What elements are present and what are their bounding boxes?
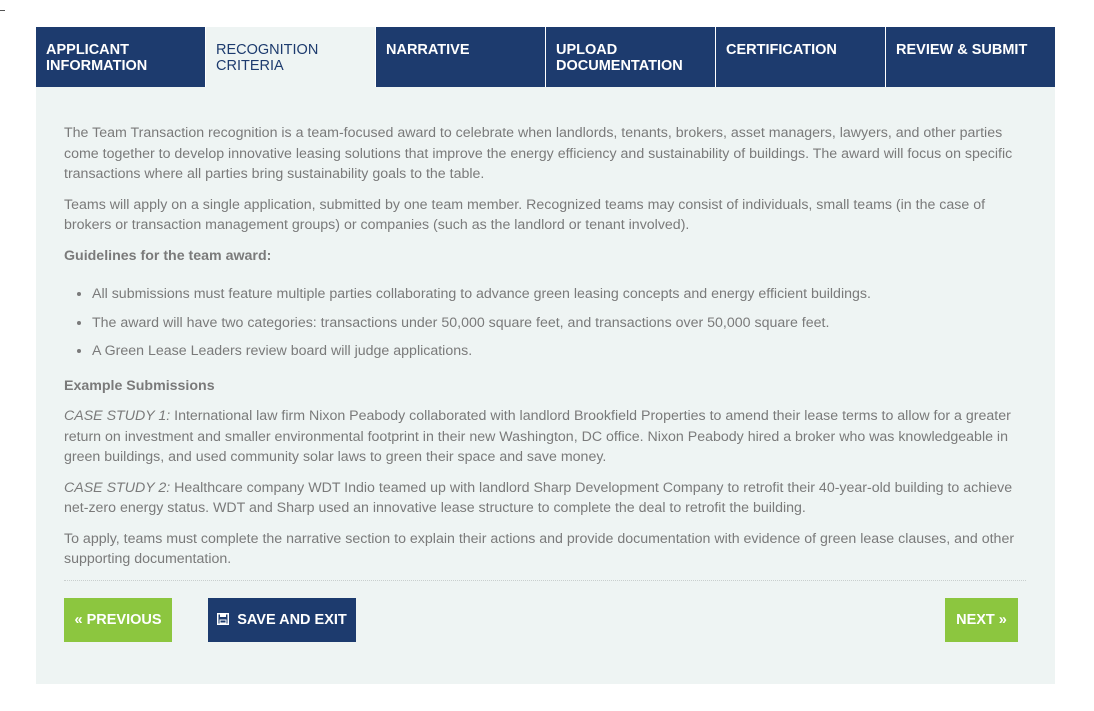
- intro-paragraph: The Team Transaction recognition is a team-focused award to celebrate when landlords, tenants, brokers, asset managers, lawyers, and other parties come together to develop innovative leasing solutions that improve the energy efficiency and sustainability of buildings. The award will focus on specific transactions where all parties bring sustainability goals to the table.: [64, 125, 1013, 182]
- next-button[interactable]: NEXT »: [945, 598, 1018, 642]
- case-study-2-label: CASE STUDY 2:: [64, 479, 171, 496]
- content-divider: [64, 580, 1026, 581]
- wizard-tabs: [36, 27, 1055, 87]
- save-and-exit-button[interactable]: [208, 598, 356, 642]
- case-study-2: [64, 478, 1026, 519]
- list-item: • A Green Lease Leaders review board will judge applications.: [92, 341, 1026, 362]
- tab-review-submit[interactable]: REVIEW & SUBMIT: [886, 27, 1055, 87]
- floppy-disk-icon: [217, 613, 229, 625]
- teams-paragraph: Teams will apply on a single application, submitted by one team member. Recognized teams may consist of individuals, small teams (in the case of brokers or transaction management groups) or companies (such as the landlord or tenant involved).: [64, 196, 986, 233]
- case-study-1-text: International law firm Nixon Peabody collaborated with landlord Brookfield Properties to amend their lease terms to allow for a greater return on investment and smaller environmental footprint in their new Washington, DC office. Nixon Peabody hired a broker who was knowledgeable in green buildings, and used community solar laws to green their space and save money.: [64, 408, 1011, 465]
- tab-upload-documentation[interactable]: UPLOAD DOCUMENTATION: [546, 27, 716, 87]
- tab-recognition-criteria[interactable]: RECOGNITION CRITERIA: [206, 27, 376, 87]
- tab-applicant-information[interactable]: APPLICANT INFORMATION: [36, 27, 206, 87]
- tab-certification[interactable]: CERTIFICATION: [716, 27, 886, 87]
- tab-narrative[interactable]: NARRATIVE: [376, 27, 546, 87]
- corner-mark: [0, 10, 5, 11]
- case-study-2-text: Healthcare company WDT Indio teamed up with landlord Sharp Development Company to retrofit their 40-year-old building to achieve net-zero energy status. WDT and Sharp used an innovative lease structure to complete the deal to retrofit the building.: [64, 479, 1013, 516]
- guidelines-list: [64, 284, 1026, 362]
- case-study-1-label: CASE STUDY 1:: [64, 408, 171, 424]
- guidelines-heading: Guidelines for the team award:: [64, 247, 272, 264]
- list-item: • The award will have two categories: transactions under 50,000 square feet, and transactions over 50,000 square feet.: [92, 313, 1026, 334]
- apply-paragraph: To apply, teams must complete the narrative section to explain their actions and provide documentation with evidence of green lease clauses, and other supporting documentation.: [64, 530, 1015, 567]
- examples-heading: Example Submissions: [64, 377, 215, 394]
- criteria-content: [64, 123, 1026, 580]
- form-panel: [36, 27, 1055, 684]
- case-study-1: [64, 406, 1026, 468]
- previous-button[interactable]: « PREVIOUS: [64, 598, 172, 642]
- save-and-exit-label: SAVE AND EXIT: [237, 612, 347, 628]
- list-item: • All submissions must feature multiple parties collaborating to advance green leasing concepts and energy efficient buildings.: [92, 284, 1026, 305]
